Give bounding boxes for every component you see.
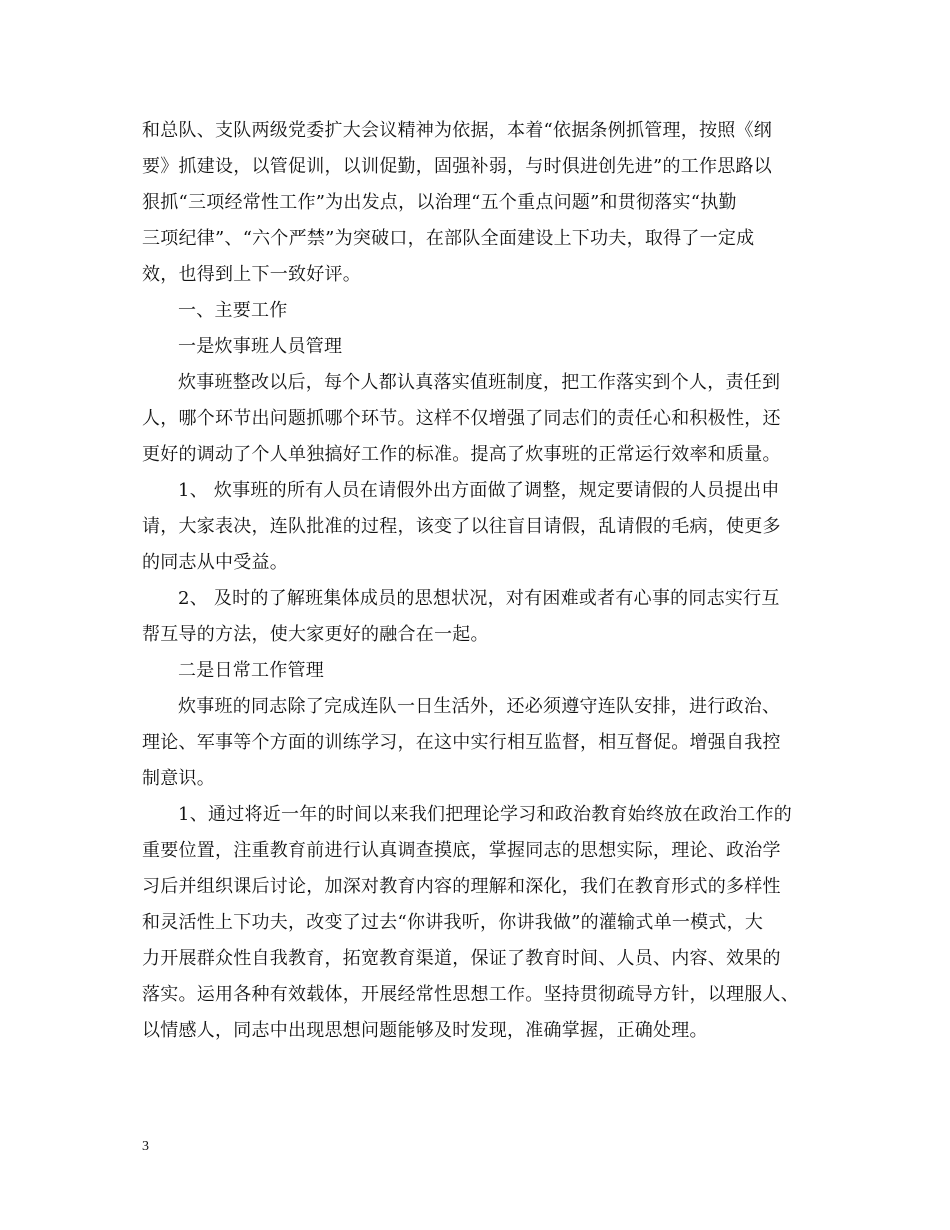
text-line: 人，哪个环节出问题抓哪个环节。这样不仅增强了同志们的责任心和积极性，还 [142, 408, 781, 429]
text-line: 理论、军事等个方面的训练学习，在这中实行相互监督，相互督促。增强自我控 [142, 732, 781, 753]
text-line: 帮互导的方法，使大家更好的融合在一起。 [142, 624, 489, 645]
text-line: 效，也得到上下一致好评。 [142, 264, 361, 285]
page-number: 3 [142, 1139, 149, 1154]
paragraph-first-line: 炊事班整改以后，每个人都认真落实值班制度，把工作落实到个人，责任到 [178, 372, 781, 393]
text-line: 和灵活性上下功夫，改变了过去“你讲我听，你讲我做”的灌输式单一模式，大 [142, 912, 764, 933]
numbered-item-2-first-line: 2、 及时的了解班集体成员的思想状况，对有困难或者有心事的同志实行互 [178, 588, 780, 609]
numbered-item-1-first-line: 1、 炊事班的所有人员在请假外出方面做了调整，规定要请假的人员提出申 [178, 480, 780, 501]
text-line: 的同志从中受益。 [142, 552, 288, 573]
text-line: 三项纪律”、“六个严禁”为突破口，在部队全面建设上下功夫，取得了一定成 [142, 228, 755, 249]
text-line: 狠抓“三项经常性工作”为出发点，以治理“五个重点问题”和贯彻落实“执勤 [142, 192, 737, 213]
numbered-item-1-first-line: 1、通过将近一年的时间以来我们把理论学习和政治教育始终放在政治工作的 [178, 804, 792, 825]
text-line: 要》抓建设，以管促训，以训促勤，固强补弱，与时俱进创先进”的工作思路以 [142, 156, 772, 177]
text-line: 力开展群众性自我教育，拓宽教育渠道，保证了教育时间、人员、内容、效果的 [142, 948, 781, 969]
text-line: 习后并组织课后讨论，加深对教育内容的理解和深化，我们在教育形式的多样性 [142, 876, 781, 897]
text-line: 请，大家表决，连队批准的过程，该变了以往盲目请假，乱请假的毛病，使更多 [142, 516, 781, 537]
subsection-heading-daily-work: 二是日常工作管理 [178, 660, 324, 681]
paragraph-first-line: 炊事班的同志除了完成连队一日生活外，还必须遵守连队安排，进行政治、 [178, 696, 781, 717]
subsection-heading-kitchen-staff: 一是炊事班人员管理 [178, 336, 343, 357]
text-line: 以情感人，同志中出现思想问题能够及时发现，准确掌握，正确处理。 [142, 1020, 708, 1041]
section-heading-main-work: 一、主要工作 [178, 300, 288, 321]
text-line: 重要位置，注重教育前进行认真调查摸底，掌握同志的思想实际，理论、政治学 [142, 840, 781, 861]
text-line: 落实。运用各种有效载体，开展经常性思想工作。坚持贯彻疏导方针，以理服人、 [142, 984, 799, 1005]
text-line: 和总队、支队两级党委扩大会议精神为依据，本着“依据条例抓管理，按照《纲 [142, 120, 772, 141]
text-line: 更好的调动了个人单独搞好工作的标准。提高了炊事班的正常运行效率和质量。 [142, 444, 781, 465]
document-body [142, 113, 808, 1049]
text-line: 制意识。 [142, 768, 215, 789]
